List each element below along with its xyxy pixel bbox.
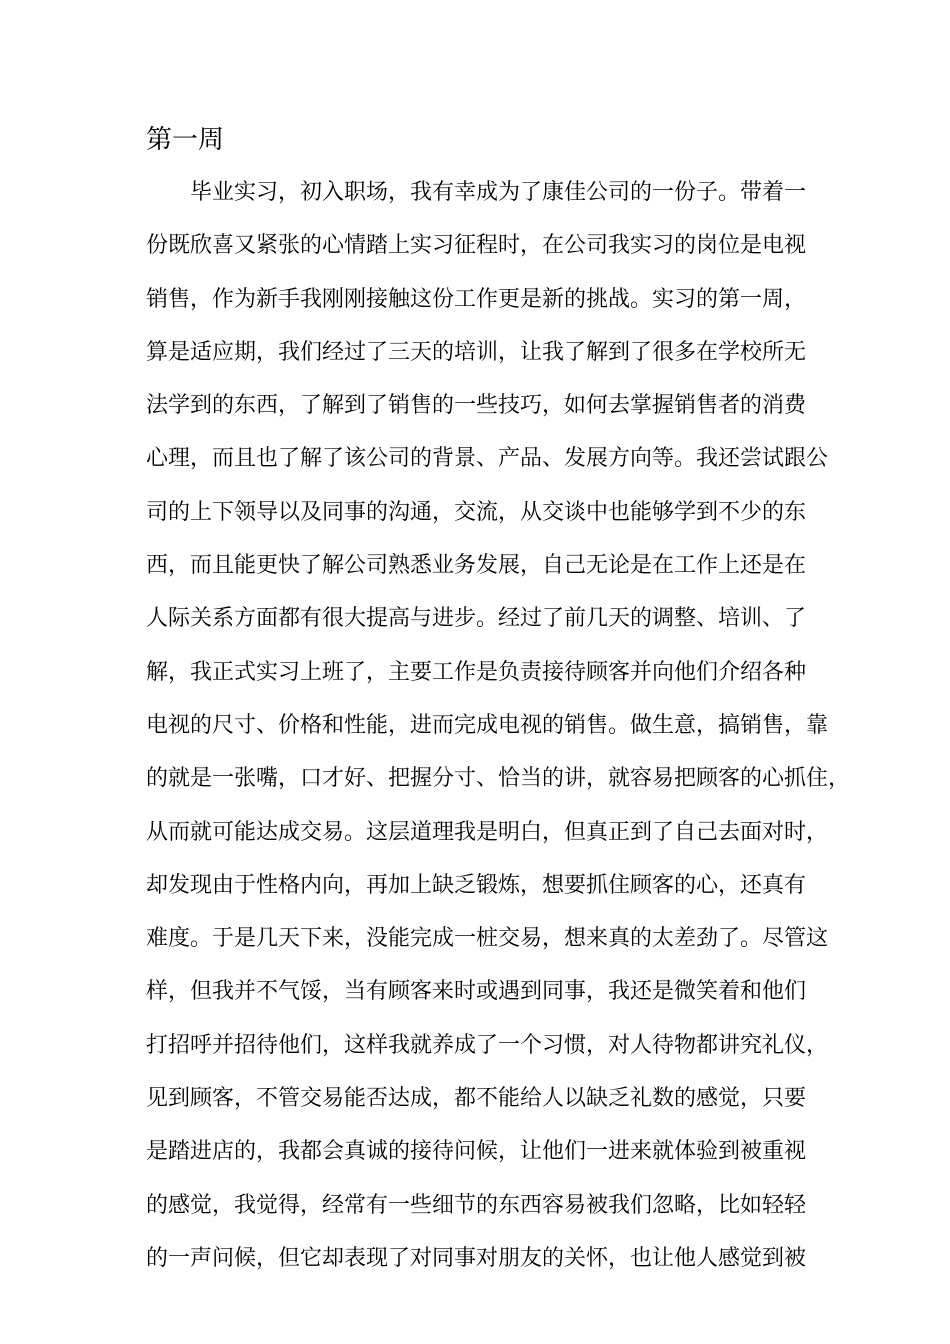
text-line: 电视的尺寸、价格和性能，进而完成电视的销售。做生意，搞销售，靠: [146, 712, 829, 738]
text-line: 人际关系方面都有很大提高与进步。经过了前几天的调整、培训、了: [146, 606, 807, 632]
text-line: 难度。于是几天下来，没能完成一桩交易，想来真的太差劲了。尽管这: [146, 926, 829, 952]
text-line: 却发现由于性格内向，再加上缺乏锻炼，想要抓住顾客的心，还真有: [146, 872, 807, 898]
text-line: 的就是一张嘴，口才好、把握分寸、恰当的讲，就容易把顾客的心抓住，: [146, 766, 851, 792]
text-line: 份既欣喜又紧张的心情踏上实习征程时，在公司我实习的岗位是电视: [146, 233, 807, 259]
text-line: 算是适应期，我们经过了三天的培训，让我了解到了很多在学校所无: [146, 339, 807, 365]
text-line: 从而就可能达成交易。这层道理我是明白，但真正到了自己去面对时，: [146, 819, 829, 845]
text-line: 毕业实习，初入职场，我有幸成为了康佳公司的一份子。带着一: [190, 180, 807, 205]
body-paragraph: [146, 166, 851, 1285]
text-line: 西，而且能更快了解公司熟悉业务发展，自己无论是在工作上还是在: [146, 553, 807, 579]
text-line: 心理，而且也了解了该公司的背景、产品、发展方向等。我还尝试跟公: [146, 446, 829, 472]
text-line: 是踏进店的，我都会真诚的接待问候，让他们一进来就体验到被重视: [146, 1139, 807, 1165]
text-line: 司的上下领导以及同事的沟通，交流，从交谈中也能够学到不少的东: [146, 499, 807, 525]
text-line: 销售，作为新手我刚刚接触这份工作更是新的挑战。实习的第一周，: [146, 286, 807, 312]
text-line: 见到顾客，不管交易能否达成，都不能给人以缺乏礼数的感觉，只要: [146, 1086, 807, 1112]
text-line: 打招呼并招待他们，这样我就养成了一个习惯，对人待物都讲究礼仪，: [146, 1032, 829, 1058]
section-heading: 第一周: [146, 125, 225, 155]
text-line: 法学到的东西，了解到了销售的一些技巧，如何去掌握销售者的消费: [146, 393, 807, 419]
text-line: 的感觉，我觉得，经常有一些细节的东西容易被我们忽略，比如轻轻: [146, 1192, 807, 1218]
text-line: 解，我正式实习上班了，主要工作是负责接待顾客并向他们介绍各种: [146, 659, 807, 685]
text-line: 样，但我并不气馁，当有顾客来时或遇到同事，我还是微笑着和他们: [146, 979, 807, 1005]
text-line: 的一声问候，但它却表现了对同事对朋友的关怀，也让他人感觉到被: [146, 1245, 807, 1271]
